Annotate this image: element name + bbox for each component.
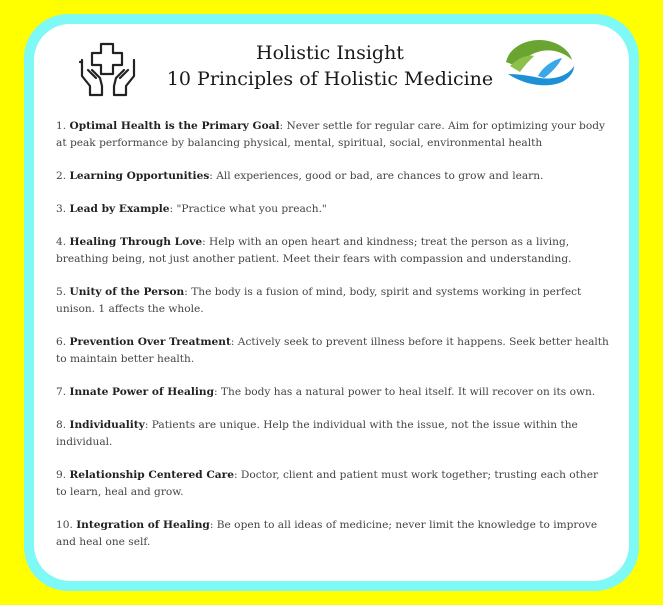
- principle-text: : The body has a natural power to heal itself. It will recover on its own.: [214, 386, 596, 398]
- principle-title: Individuality: [69, 419, 145, 431]
- principle-item: 10. Integration of Healing: Be open to all ideas of medicine; never limit the knowledge to improve and heal one self.: [56, 519, 598, 548]
- principle-item: 8. Individuality: Patients are unique. Help the individual with the issue, not the issue within the individual.: [56, 419, 578, 448]
- principle-item: 3. Lead by Example: "Practice what you preach.": [56, 203, 327, 215]
- principle-text: : Help with an open heart and kindness; treat the person as a living, breathing being, not just another patient. Meet their fears with compassion and understanding.: [56, 236, 572, 265]
- principle-text: : The body is a fusion of mind, body, spirit and systems working in perfect unison. 1 affects the whole.: [56, 286, 582, 315]
- principle-title: Integration of Healing: [76, 519, 210, 531]
- principle-text: : All experiences, good or bad, are chances to grow and learn.: [209, 170, 544, 182]
- principle-text: : "Practice what you preach.": [169, 203, 327, 215]
- principle-item: 2. Learning Opportunities: All experiences, good or bad, are chances to grow and learn.: [56, 170, 544, 182]
- principle-title: Lead by Example: [69, 203, 170, 215]
- principle-text: : Patients are unique. Help the individual with the issue, not the issue within the individual.: [56, 419, 578, 448]
- hands-logo-icon: [500, 36, 580, 94]
- hands-cross-icon: [74, 40, 142, 98]
- principle-item: 1. Optimal Health is the Primary Goal: Never settle for regular care. Aim for optimizing your body at peak performance by balancing physical, mental, spiritual, social, environmental health: [56, 120, 605, 149]
- principle-title: Optimal Health is the Primary Goal: [69, 120, 280, 132]
- principle-text: : Be open to all ideas of medicine; never limit the knowledge to improve and heal one self.: [56, 519, 598, 548]
- principle-text: : Never settle for regular care. Aim for optimizing your body at peak performance by balancing physical, mental, spiritual, social, environmental health: [56, 120, 605, 149]
- principle-title: Relationship Centered Care: [69, 469, 234, 481]
- principle-title: Learning Opportunities: [69, 170, 210, 182]
- principle-title: Healing Through Love: [69, 236, 203, 248]
- principle-title: Unity of the Person: [69, 286, 185, 298]
- principle-text: : Doctor, client and patient must work together; trusting each other to learn, heal and grow.: [56, 469, 599, 498]
- principle-item: 9. Relationship Centered Care: Doctor, client and patient must work together; trusting each other to learn, heal and grow.: [56, 469, 599, 498]
- principle-item: 6. Prevention Over Treatment: Actively seek to prevent illness before it happens. Seek better health to maintain better health.: [56, 336, 609, 365]
- principle-item: 7. Innate Power of Healing: The body has a natural power to heal itself. It will recover on its own.: [56, 386, 596, 398]
- page-title: [150, 40, 510, 92]
- title-line-1: Holistic Insight: [256, 42, 404, 64]
- principle-item: 5. Unity of the Person: The body is a fusion of mind, body, spirit and systems working in perfect unison. 1 affects the whole.: [56, 286, 582, 315]
- principle-title: Prevention Over Treatment: [69, 336, 231, 348]
- principle-item: 4. Healing Through Love: Help with an open heart and kindness; treat the person as a living, breathing being, not just another patient. Meet their fears with compassion and understanding.: [56, 236, 572, 265]
- principle-title: Innate Power of Healing: [69, 386, 214, 398]
- principles-list: [56, 118, 612, 567]
- title-line-2: 10 Principles of Holistic Medicine: [166, 68, 494, 90]
- principle-text: : Actively seek to prevent illness before it happens. Seek better health to maintain better health.: [56, 336, 609, 365]
